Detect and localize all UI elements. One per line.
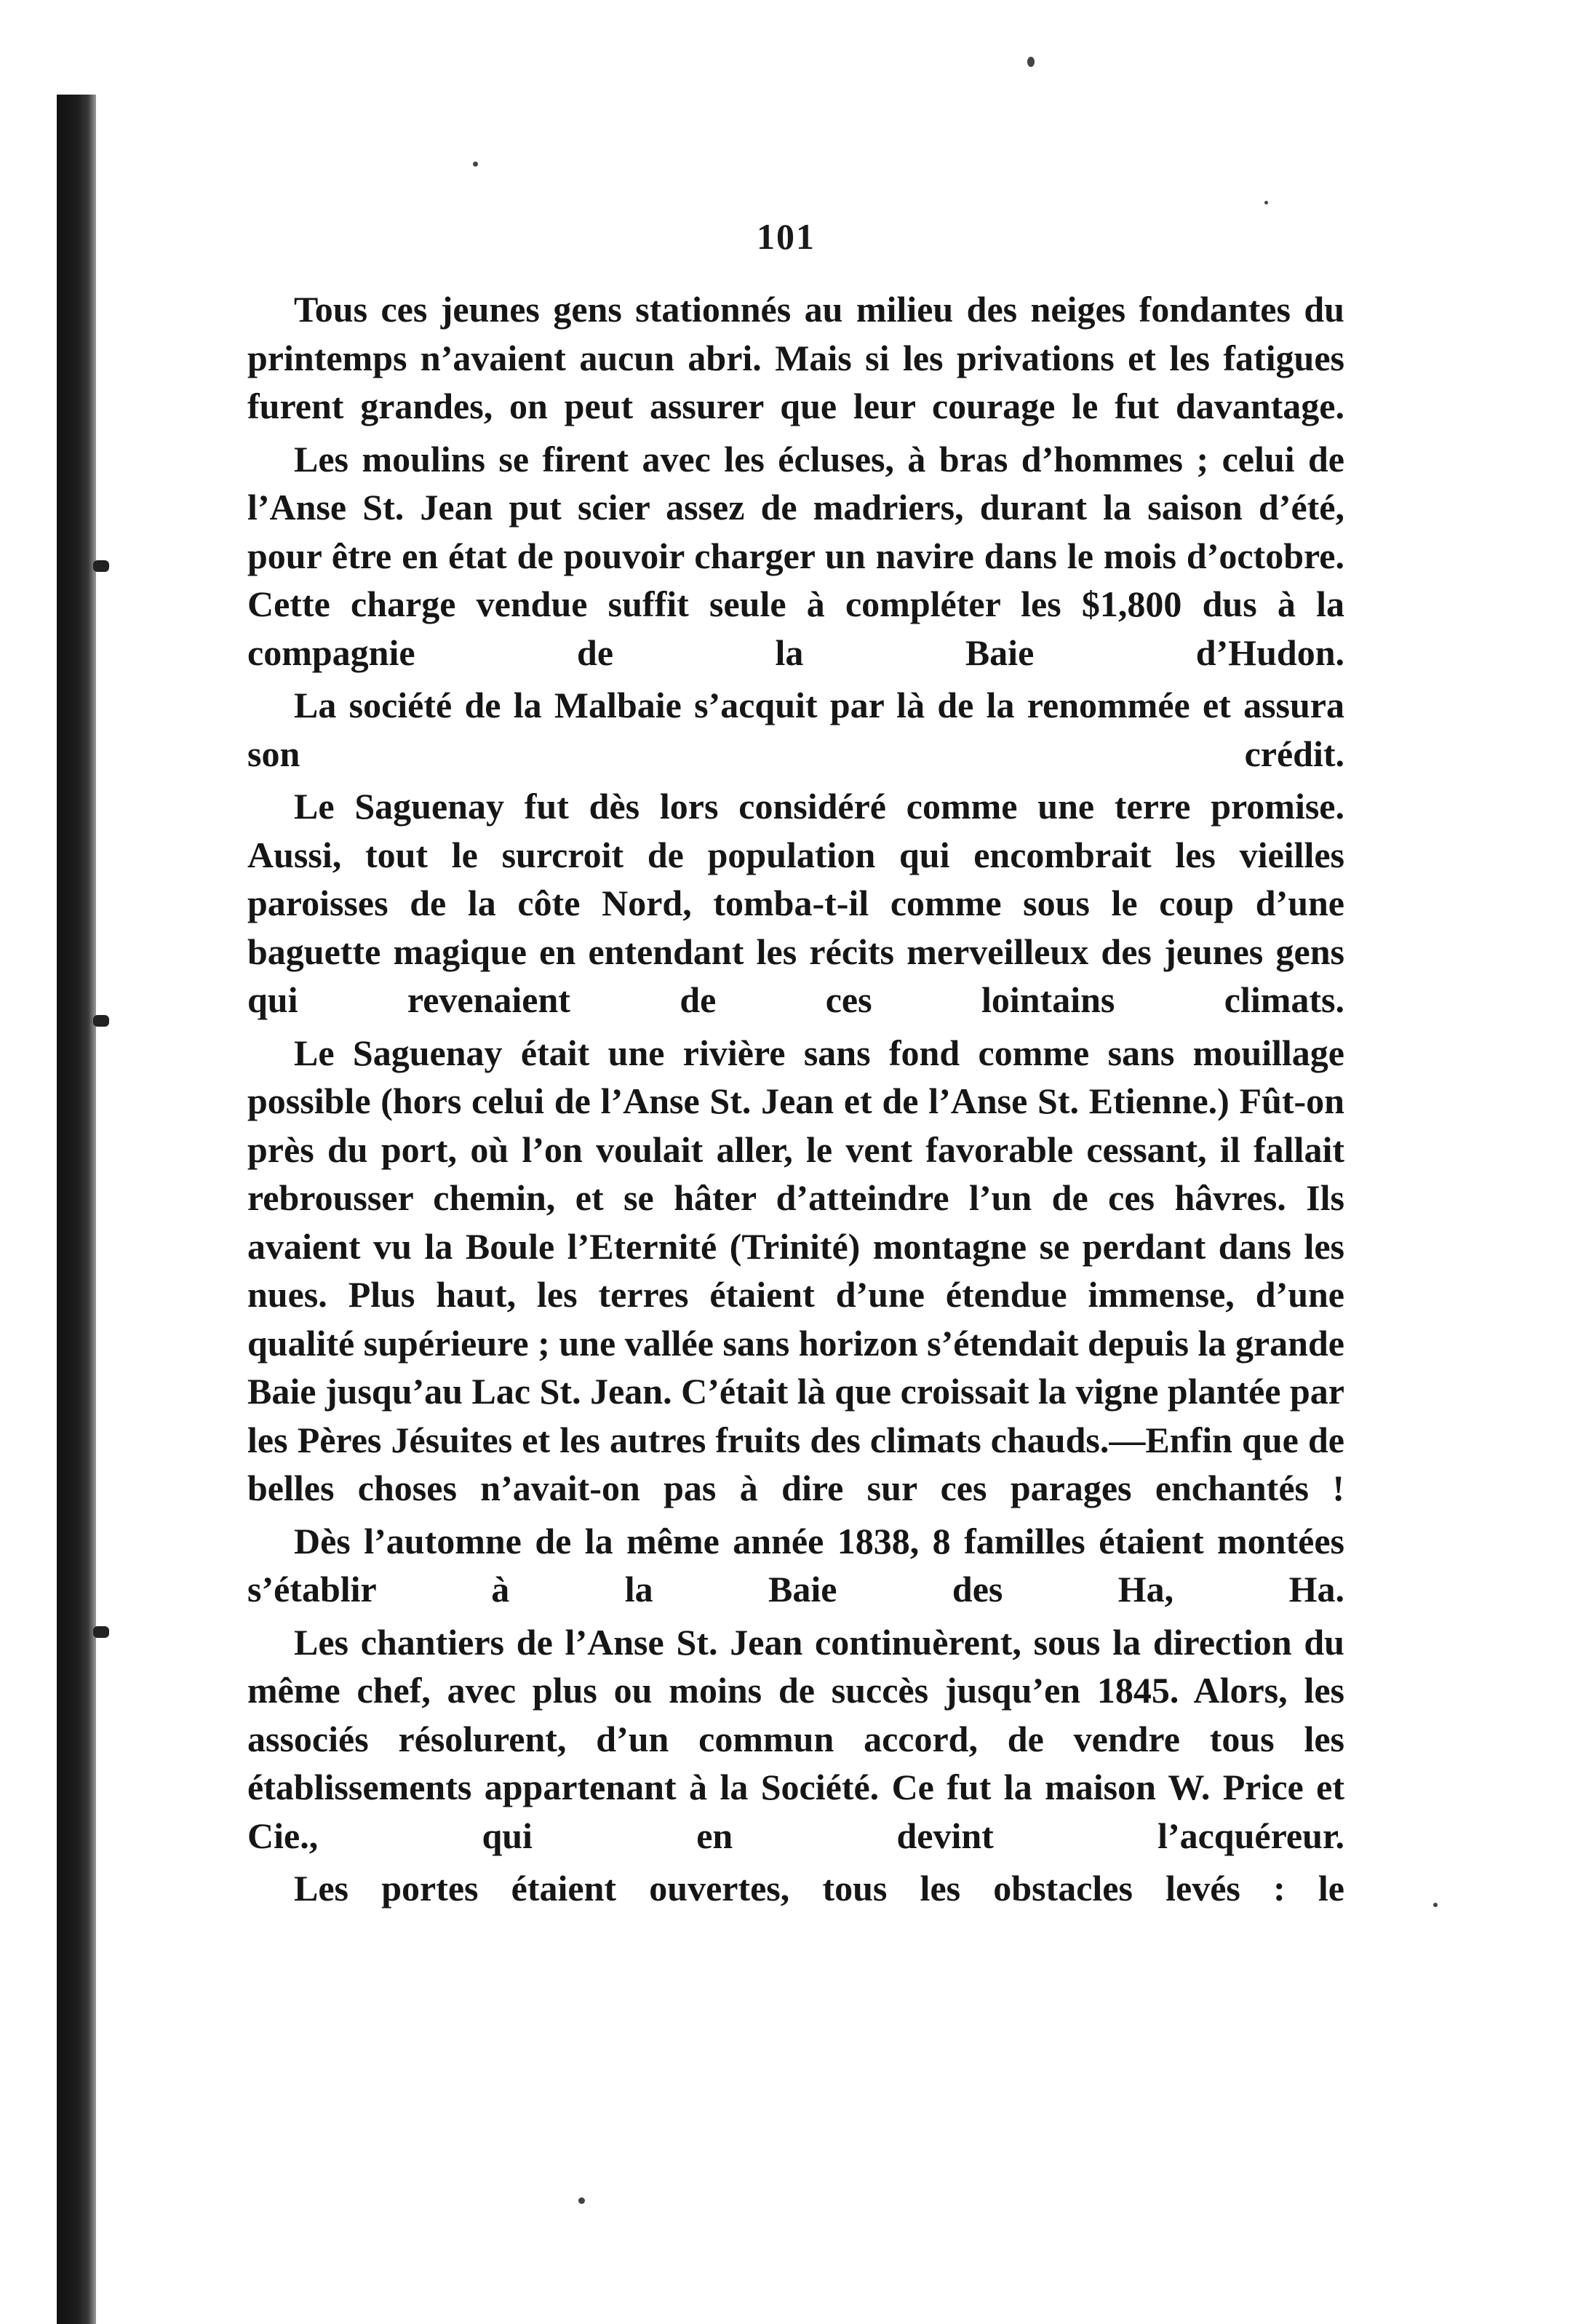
binding-mark: [93, 1015, 109, 1027]
paragraph: Les portes étaient ouvertes, tous les obstacles levés : le: [294, 1868, 1344, 1909]
paragraph: Dès l’automne de la même année 1838, 8 familles étaient montées s’établir à la Baie des Ha, Ha.: [247, 1520, 1344, 1609]
page-number: 101: [757, 216, 816, 257]
binding-mark: [93, 560, 109, 572]
ink-speck: [578, 2197, 585, 2204]
page-binding-shadow: [57, 95, 96, 2324]
ink-speck: [1027, 57, 1035, 67]
ink-speck: [473, 162, 478, 167]
paragraph: La société de la Malbaie s’acquit par là de la renommée et assura son crédit.: [247, 685, 1344, 774]
paragraph: Les chantiers de l’Anse St. Jean continuèrent, sous la direction du même chef, avec plus ou moins de succès jusqu’en 1845. Alors, les associés résolurent, d’un commun accord, de vendre tous les établissements appartenant à la Société. Ce fut la maison W. Price et Cie., qui en devint l’acquéreur.: [247, 1621, 1344, 1856]
ink-speck: [1433, 1903, 1438, 1907]
paragraph: Le Saguenay était une rivière sans fond comme sans mouillage possible (hors celui de l’Anse St. Jean et de l’Anse St. Etienne.) Fût-on près du port, où l’on voulait aller, le vent favorable cessant, il fallait rebrousser chemin, et se hâter d’atteindre l’un de ces hâvres. Ils avaient vu la Boule l’Eternité (Trinité) montagne se perdant dans les nues. Plus haut, les terres étaient d’une étendue immense, d’une qualité supérieure ; une vallée sans horizon s’étendait depuis la grande Baie jusqu’au Lac St. Jean. C’était là que croissait la vigne plantée par les Pères Jésuites et les autres fruits des climats chauds.—Enfin que de belles choses n’avait-on pas à dire sur ces parages enchantés !: [247, 1032, 1344, 1508]
body-text: [247, 285, 1344, 1913]
paragraph: Tous ces jeunes gens stationnés au milieu des neiges fondantes du printemps n’avaient aucun abri. Mais si les privations et les fatigues furent grandes, on peut assurer que leur courage le fut davantage.: [247, 289, 1344, 426]
binding-mark: [93, 1626, 109, 1638]
paragraph: Le Saguenay fut dès lors considéré comme une terre promise. Aussi, tout le surcroit de population qui encombrait les vieilles paroisses de la côte Nord, tomba-t-il comme sous le coup d’une baguette magique en entendant les récits merveilleux des jeunes gens qui revenaient de ces lointains climats.: [247, 786, 1344, 1020]
paragraph: Les moulins se firent avec les écluses, à bras d’hommes ; celui de l’Anse St. Jean put scier assez de madriers, durant la saison d’été, pour être en état de pouvoir charger un navire dans le mois d’octobre. Cette charge vendue suffit seule à compléter les $1,800 dus à la compagnie de la Baie d’Hudon.: [247, 438, 1344, 673]
ink-speck: [1264, 201, 1268, 204]
